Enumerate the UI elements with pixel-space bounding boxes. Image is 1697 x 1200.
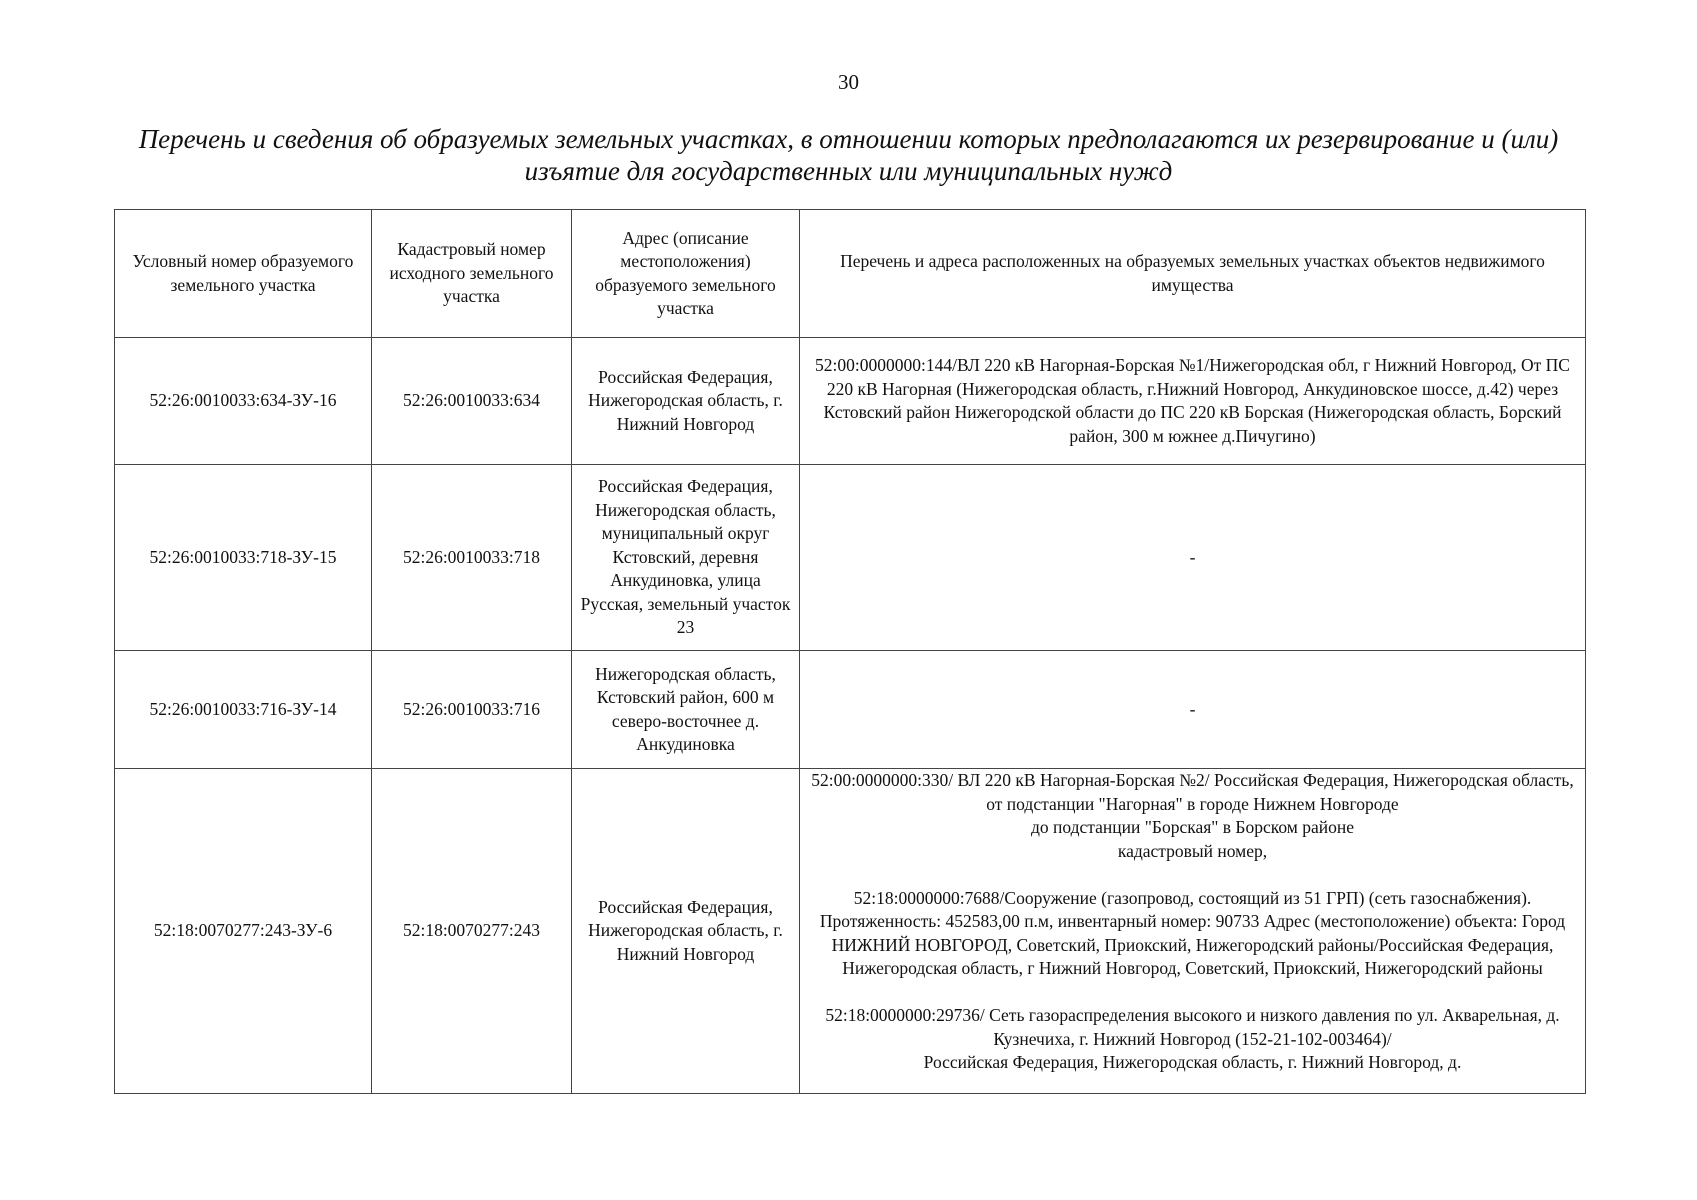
conditional-number-cell: 52:26:0010033:634-ЗУ-16 bbox=[115, 338, 372, 465]
cadastral-number-cell: 52:18:0070277:243 bbox=[372, 769, 572, 1094]
conditional-number-cell: 52:26:0010033:718-ЗУ-15 bbox=[115, 465, 372, 651]
header-conditional-number: Условный номер образуемого земельного участка bbox=[115, 210, 372, 338]
conditional-number-cell: 52:26:0010033:716-ЗУ-14 bbox=[115, 651, 372, 769]
address-cell: Российская Федерация, Нижегородская область, г. Нижний Новгород bbox=[572, 769, 800, 1094]
objects-cell: 52:00:0000000:144/ВЛ 220 кВ Нагорная-Борская №1/Нижегородская обл, г Нижний Новгород, От ПС 220 кВ Нагорная (Нижегородская область, г.Нижний Новгород, Анкудиновское шоссе, д.42) через Кстовский район Нижегородской области до ПС 220 кВ Борская (Нижегородская область, Борский район, 300 м южнее д.Пичугино) bbox=[800, 338, 1586, 465]
objects-text: 52:00:0000000:330/ ВЛ 220 кВ Нагорная-Борская №2/ Российская Федерация, Нижегородская область, от подстанции "Нагорная" в городе Нижнем Новгороде до подстанции "Борская" в Борском районе кадастровый номер, 52:18:0000000:7688/Сооружение (газопровод, состоящий из 51 ГРП) (сеть газоснабжения). Протяженность: 452583,00 п.м, инвентарный номер: 90733 Адрес (местоположение) объекта: Город НИЖНИЙ НОВГОРОД, Советский, Приокский, Нижегородский районы/Российская Федерация, Нижегородская область, г Нижний Новгород, Советский, Приокский, Нижегородский районы 52:18:0000000:29736/ Сеть газораспределения высокого и низкого давления по ул. Акварельная, д. Кузнечиха, г. Нижний Новгород (152-21-102-003464)/ Российская Федерация, Нижегородская область, г. Нижний Новгород, д. bbox=[811, 770, 1574, 1072]
header-address: Адрес (описание местоположения) образуемого земельного участка bbox=[572, 210, 800, 338]
land-plots-table bbox=[114, 209, 1586, 1094]
cadastral-number-cell: 52:26:0010033:634 bbox=[372, 338, 572, 465]
table-row bbox=[115, 338, 1586, 465]
conditional-number-cell: 52:18:0070277:243-ЗУ-6 bbox=[115, 769, 372, 1094]
table-header-row bbox=[115, 210, 1586, 338]
address-cell: Нижегородская область, Кстовский район, 600 м северо-восточнее д. Анкудиновка bbox=[572, 651, 800, 769]
objects-cell: - bbox=[800, 465, 1586, 651]
table-row bbox=[115, 769, 1586, 1094]
table-row bbox=[115, 465, 1586, 651]
page-number: 30 bbox=[838, 70, 859, 94]
table-row bbox=[115, 651, 1586, 769]
address-cell: Российская Федерация, Нижегородская область, муниципальный округ Кстовский, деревня Анкудиновка, улица Русская, земельный участок 23 bbox=[572, 465, 800, 651]
objects-cell: - bbox=[800, 651, 1586, 769]
header-cadastral-number: Кадастровый номер исходного земельного участка bbox=[372, 210, 572, 338]
cadastral-number-cell: 52:26:0010033:716 bbox=[372, 651, 572, 769]
document-title: Перечень и сведения об образуемых земельных участках, в отношении которых предполагаются их резервирование и (или) изъятие для государственных или муниципальных нужд bbox=[138, 124, 1559, 186]
header-objects: Перечень и адреса расположенных на образуемых земельных участках объектов недвижимого имущества bbox=[800, 210, 1586, 338]
objects-cell bbox=[800, 769, 1586, 1094]
cadastral-number-cell: 52:26:0010033:718 bbox=[372, 465, 572, 651]
address-cell: Российская Федерация, Нижегородская область, г. Нижний Новгород bbox=[572, 338, 800, 465]
